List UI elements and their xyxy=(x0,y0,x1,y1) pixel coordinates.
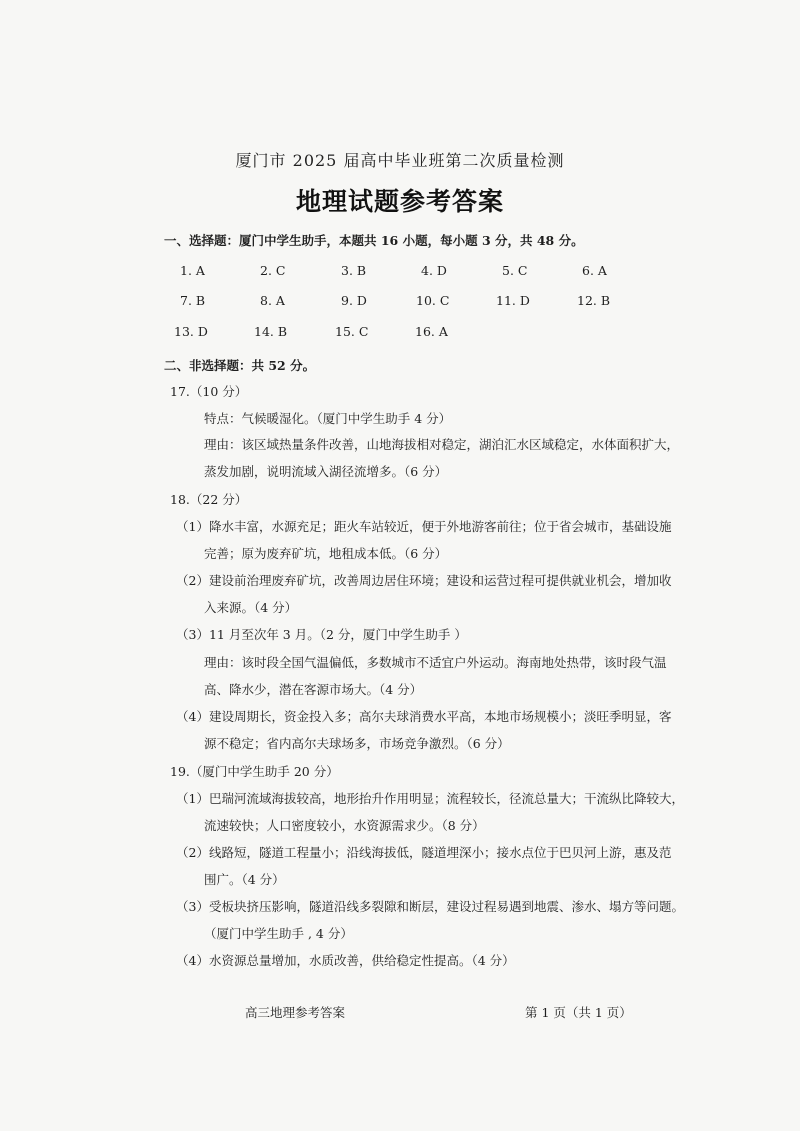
q19-line: （2）线路短，隧道工程量小；沿线海拔低，隧道埋深小；接水点位于巴贝河上游，惠及范 xyxy=(176,845,672,860)
q18-line: （3）11 月至次年 3 月。（2 分，厦门中学生助手 ） xyxy=(176,627,467,642)
q19-line: 流速较快；人口密度较小，水资源需求少。（8 分） xyxy=(204,818,485,833)
q18-line: （1）降水丰富，水源充足；距火车站较近，便于外地游客前往；位于省会城市，基础设施 xyxy=(176,519,672,534)
q17-line: 理由：该区域热量条件改善，山地海拔相对稳定，湖泊汇水区域稳定，水体面积扩大， xyxy=(204,437,680,452)
q18-line: 高、降水少，潜在客源市场大。（4 分） xyxy=(204,682,423,697)
q17-line: 蒸发加剧，说明流域入湖径流增多。（6 分） xyxy=(204,464,448,479)
answer-item: 11. D xyxy=(496,293,530,308)
q19-line: （厦门中学生助手 , 4 分） xyxy=(204,926,353,941)
q18-label: 18.（22 分） xyxy=(170,492,248,507)
answer-item: 2. C xyxy=(260,263,286,278)
answer-item: 13. D xyxy=(174,324,208,339)
q17-line: 特点：气候暖湿化。（厦门中学生助手 4 分） xyxy=(204,411,452,426)
page-number: 第 1 页（共 1 页） xyxy=(525,1005,632,1020)
q18-line: 入来源。（4 分） xyxy=(204,600,298,615)
q18-line: （2）建设前治理废弃矿坑，改善周边居住环境；建设和运营过程可提供就业机会，增加收 xyxy=(176,573,672,588)
q19-line: 围广。（4 分） xyxy=(204,872,285,887)
answer-item: 8. A xyxy=(260,293,285,308)
answer-item: 15. C xyxy=(335,324,369,339)
answer-item: 6. A xyxy=(582,263,607,278)
answer-item: 4. D xyxy=(421,263,447,278)
answer-item: 9. D xyxy=(341,293,367,308)
answer-item: 10. C xyxy=(416,293,450,308)
answer-item: 14. B xyxy=(254,324,288,339)
q18-line: 理由：该时段全国气温偏低，多数城市不适宜户外运动。海南地处热带，该时段气温 xyxy=(204,655,667,670)
answer-item: 3. B xyxy=(341,263,367,278)
q19-line: （4）水资源总量增加，水质改善，供给稳定性提高。（4 分） xyxy=(176,953,515,968)
answer-item: 16. A xyxy=(415,324,448,339)
answer-item: 5. C xyxy=(502,263,528,278)
q17-label: 17.（10 分） xyxy=(170,384,248,399)
q18-line: 源不稳定；省内高尔夫球场多，市场竞争激烈。（6 分） xyxy=(204,736,510,751)
answer-item: 7. B xyxy=(180,293,206,308)
page-title: 地理试题参考答案 xyxy=(295,187,504,216)
q19-line: （3）受板块挤压影响，隧道沿线多裂隙和断层，建设过程易遇到地震、渗水、塌方等问题。 xyxy=(176,899,684,914)
section2-heading: 二、非选择题：共 52 分。 xyxy=(164,358,316,373)
exam-subtitle: 厦门市 2025 届高中毕业班第二次质量检测 xyxy=(235,151,565,170)
q19-line: （1）巴瑞河流域海拔较高，地形抬升作用明显；流程较长，径流总量大；干流纵比降较大， xyxy=(176,791,684,806)
q18-line: 完善；原为废弃矿坑，地租成本低。（6 分） xyxy=(204,546,448,561)
answer-item: 1. A xyxy=(180,263,205,278)
footer-left: 高三地理参考答案 xyxy=(245,1005,346,1020)
q19-label: 19.（厦门中学生助手 20 分） xyxy=(170,764,339,779)
q18-line: （4）建设周期长，资金投入多；高尔夫球消费水平高，本地市场规模小；淡旺季明显，客 xyxy=(176,709,672,724)
answer-item: 12. B xyxy=(577,293,611,308)
section1-heading: 一、选择题：厦门中学生助手，本题共 16 小题，每小题 3 分，共 48 分。 xyxy=(164,233,584,248)
